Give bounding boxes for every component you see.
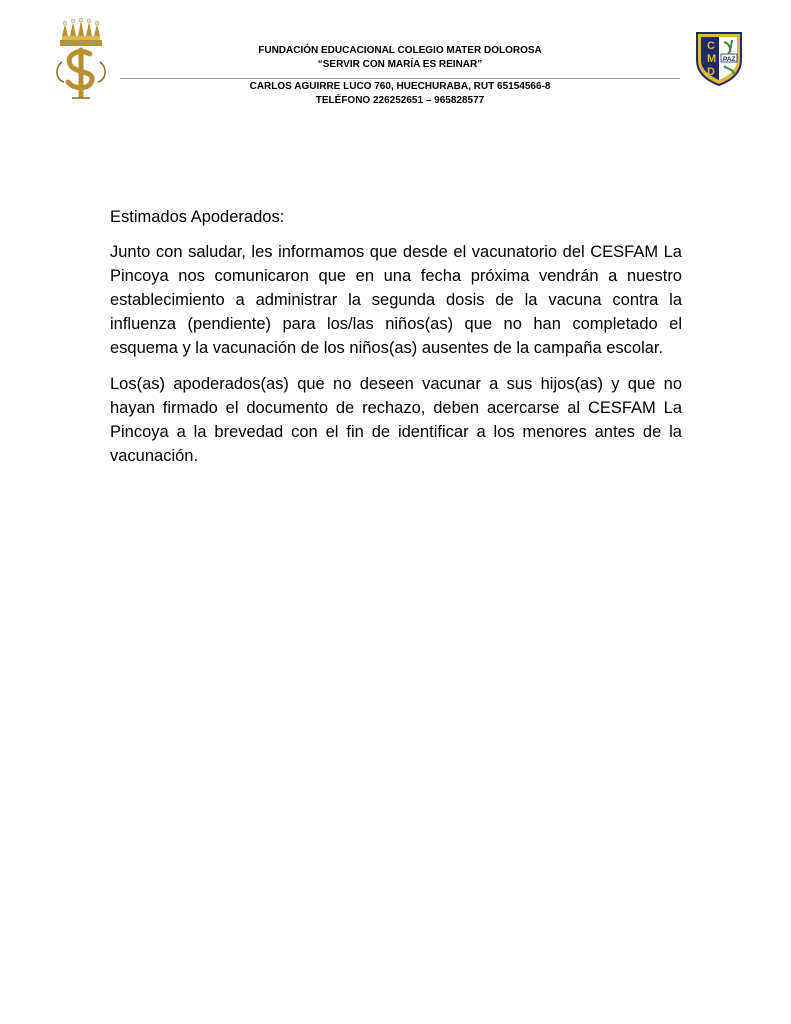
crest-letter-m: M	[707, 53, 717, 65]
header-title-block	[120, 44, 680, 72]
crowned-monogram-icon	[50, 18, 112, 100]
shield-crest-icon	[694, 30, 744, 86]
crest-letter-d: D	[707, 66, 715, 78]
header-divider	[120, 78, 680, 79]
institution-phone: TELÉFONO 226252651 – 965828577	[315, 95, 485, 106]
header-contact-block	[120, 80, 680, 108]
letter-body	[110, 205, 682, 480]
institution-name: FUNDACIÓN EDUCACIONAL COLEGIO MATER DOLOROSA	[258, 45, 542, 56]
letter-paragraph: Junto con saludar, les informamos que desde el vacunatorio del CESFAM La Pincoya nos comunicaron que en una fecha próxima vendrán a nuestro establecimiento a administrar la segunda dosis de la vacuna contra la influenza (pendiente) para los/las niños(as) que no han completado el esquema y la vacunación de los niños(as) ausentes de la campaña escolar.	[110, 243, 682, 357]
institution-address: CARLOS AGUIRRE LUCO 760, HUECHURABA, RUT 65154566-8	[249, 81, 551, 92]
letter-greeting: Estimados Apoderados:	[110, 208, 285, 226]
school-shield-crest	[694, 30, 744, 86]
crest-badge-text: PAZ	[723, 56, 736, 63]
institution-motto: “SERVIR CON MARÍA ES REINAR”	[317, 59, 483, 70]
crowned-monogram-logo	[50, 18, 112, 100]
letter-paragraph: Los(as) apoderados(as) que no deseen vacunar a sus hijos(as) y que no hayan firmado el documento de rechazo, deben acercarse al CESFAM La Pincoya a la brevedad con el fin de identificar a los menores antes de la vacunación.	[110, 375, 682, 465]
crest-letter-c: C	[707, 40, 715, 52]
